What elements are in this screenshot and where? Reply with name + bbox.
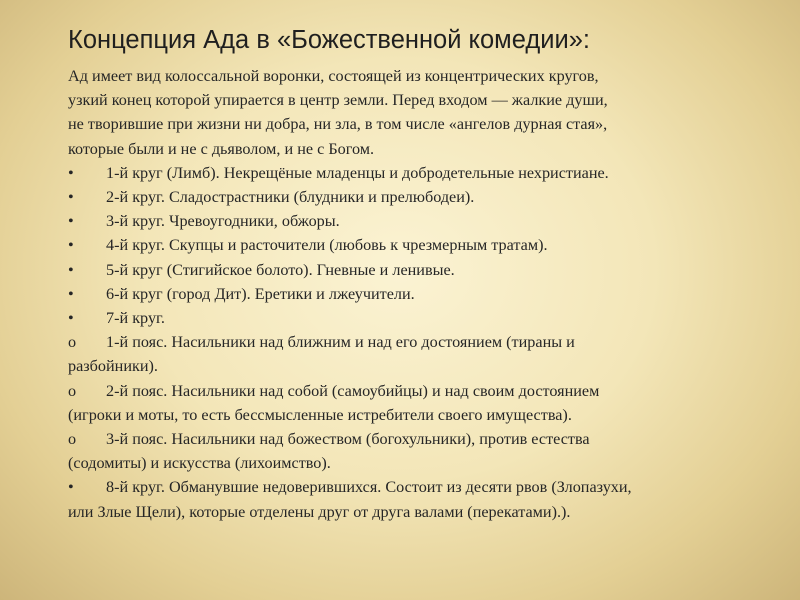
list-item-text: 3-й круг. Чревоугодники, обжоры. (106, 212, 340, 231)
list-item (68, 233, 748, 257)
bullet-marker: • (68, 478, 74, 497)
sublist-item-continuation: разбойники). (68, 357, 158, 376)
list-item-text: 2-й круг. Сладострастники (блудники и прелюбодеи). (106, 188, 475, 207)
bullet-marker: • (68, 163, 74, 182)
list-item-text: 6-й круг (город Дит). Еретики и лжеучители. (106, 284, 415, 303)
list-item (68, 475, 748, 499)
bullet-marker: • (68, 236, 74, 255)
bullet-marker: • (68, 212, 74, 231)
list-item-continuation: или Злые Щели), которые отделены друг от друга валами (перекатами).). (68, 502, 571, 521)
list-item (68, 258, 748, 282)
slide-title: Концепция Ада в «Божественной комедии»: (68, 26, 590, 54)
sublist-item (68, 379, 748, 403)
circle-marker: o (68, 333, 77, 352)
bullet-marker: • (68, 260, 74, 279)
circle-marker: o (68, 381, 77, 400)
bullet-marker: • (68, 188, 74, 207)
list-item (68, 306, 748, 330)
list-item-text: 7-й круг. (106, 309, 165, 328)
bullet-marker: • (68, 284, 74, 303)
list-item-text: 8-й круг. Обманувшие недоверившихся. Состоит из десяти рвов (Злопазухи, (106, 478, 632, 497)
bullet-marker: • (68, 309, 74, 328)
sublist-item-text: 3-й пояс. Насильники над божеством (богохульники), против естества (106, 430, 590, 449)
sublist-item-continuation: (игроки и моты, то есть бессмысленные истребители своего имущества). (68, 405, 572, 424)
sublist-item-text: 2-й пояс. Насильники над собой (самоубийцы) и над своим достоянием (106, 381, 600, 400)
list-item-text: 4-й круг. Скупцы и расточители (любовь к чрезмерным тратам). (106, 236, 548, 255)
list-item (68, 209, 748, 233)
list-item (68, 161, 748, 185)
slide-content (68, 64, 748, 524)
list-item (68, 282, 748, 306)
sublist-item-continuation: (содомиты) и искусства (лихоимство). (68, 454, 331, 473)
sublist-item (68, 330, 748, 354)
circle-marker: o (68, 430, 77, 449)
sublist-item (68, 427, 748, 451)
list-item (68, 185, 748, 209)
sublist-item-text: 1-й пояс. Насильники над ближним и над его достоянием (тираны и (106, 333, 575, 352)
list-item-text: 5-й круг (Стигийское болото). Гневные и ленивые. (106, 260, 455, 279)
list-item-text: 1-й круг (Лимб). Некрещёные младенцы и добродетельные нехристиане. (106, 163, 609, 182)
intro-paragraph: Ад имеет вид колоссальной воронки, состоящей из концентрических кругов, узкий конец которой упирается в центр земли. Перед входом — жалкие души, не творившие при жизни ни добра, ни зла, в том числе «ангелов дурная стая», которые были и не с дьяволом, и не с Богом. (68, 67, 608, 158)
